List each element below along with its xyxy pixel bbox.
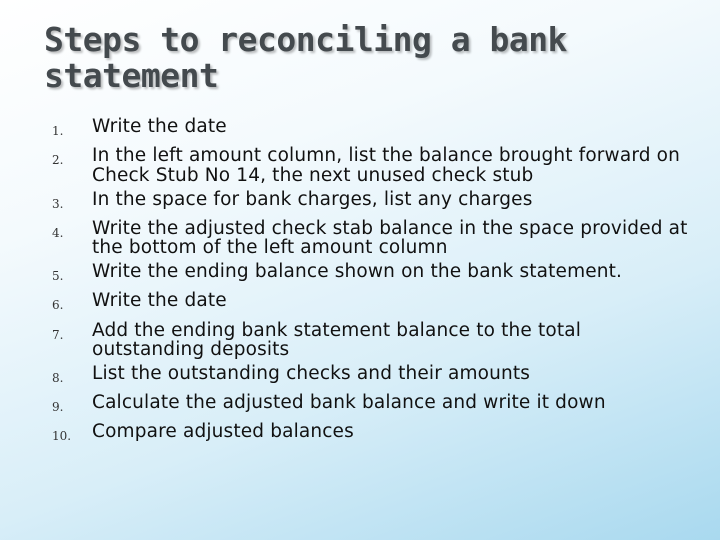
step-text: Add the ending bank statement balance to the total outstanding deposits <box>92 319 582 361</box>
step-text: Write the date <box>92 290 227 312</box>
step-text: Write the date <box>92 116 227 137</box>
list-item <box>52 321 692 360</box>
step-text: Write the ending balance shown on the bank statement. <box>92 261 623 283</box>
step-number: 1. <box>52 124 64 138</box>
list-item <box>52 422 692 447</box>
list-item <box>52 146 692 185</box>
step-text: List the outstanding checks and their amounts <box>92 363 531 385</box>
steps-list <box>52 117 692 451</box>
step-number: 2. <box>52 153 64 168</box>
step-number: 10. <box>52 429 72 444</box>
list-item <box>52 219 692 258</box>
step-number: 3. <box>52 196 64 211</box>
list-item <box>52 364 692 389</box>
step-text: In the left amount column, list the balance brought forward on Check Stub No 14, the next unused check stub <box>92 145 681 186</box>
list-item <box>52 190 692 215</box>
step-text: In the space for bank charges, list any charges <box>92 188 533 210</box>
step-number: 7. <box>52 327 64 342</box>
list-item <box>52 117 692 142</box>
list-item <box>52 291 692 316</box>
step-text: Calculate the adjusted bank balance and write it down <box>92 392 606 414</box>
step-number: 9. <box>52 400 64 415</box>
step-text: Compare adjusted balances <box>92 421 354 443</box>
slide-title: Steps to reconciling a bank statement <box>44 20 567 95</box>
list-item <box>52 393 692 418</box>
step-number: 8. <box>52 371 64 386</box>
step-text: Write the adjusted check stab balance in the space provided at the bottom of the left amount column <box>92 217 688 259</box>
step-number: 6. <box>52 298 64 313</box>
list-item <box>52 262 692 287</box>
step-number: 5. <box>52 269 64 284</box>
step-number: 4. <box>52 225 64 240</box>
